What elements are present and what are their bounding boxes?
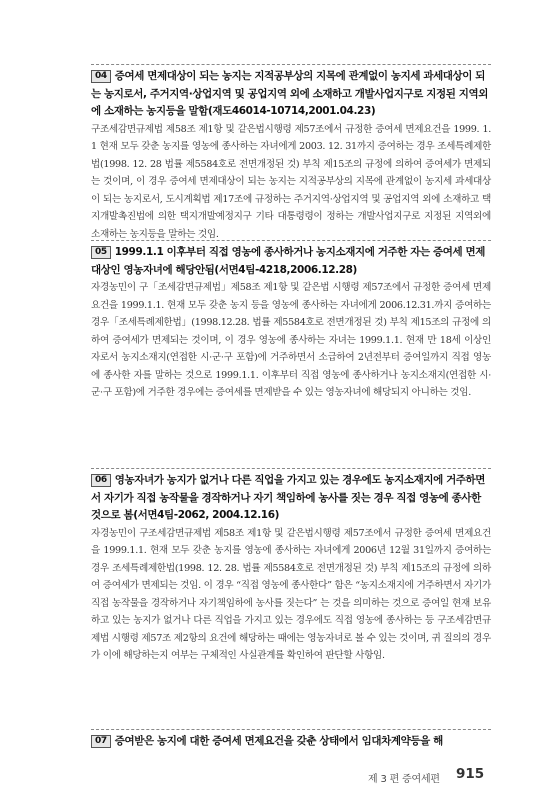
section-number-badge: 04 xyxy=(91,70,111,83)
section-heading-text: 1999.1.1 이후부터 직접 영농에 종사하거나 농지소재지에 거주한 자는 증여세 면제대상인 영농자녀에 해당안됨(서면4팀-4218,2006.12.28) xyxy=(91,246,485,276)
section-07 xyxy=(91,733,491,751)
section-divider xyxy=(91,729,491,730)
section-divider xyxy=(91,240,491,241)
section-divider xyxy=(91,64,491,65)
page-number: 915 xyxy=(456,766,485,782)
section-heading-text: 증여세 면제대상이 되는 농지는 지적공부상의 지목에 관계없이 농지세 과세대상이 되는 농지로서, 주거지역·상업지역 및 공업지역 외에 소재하고 개발사업지구로 지정된 지역외에 소재하는 농지등을 말함(재도46014-10714,2001.04.23) xyxy=(91,70,488,117)
section-heading xyxy=(91,244,491,279)
section-number-badge: 06 xyxy=(91,474,111,487)
section-06 xyxy=(91,472,491,665)
section-heading xyxy=(91,68,491,121)
section-heading-text: 증여받은 농지에 대한 증여세 면제요건을 갖춘 상태에서 임대차계약등을 해 xyxy=(114,735,443,747)
section-body: 자경농민이 구「조세감면규제법」제58조 제1항 및 같은법 시행령 제57조에서 규정한 증여세 면제요건을 1999.1.1. 현재 모두 갖춘 농지 등을 영농에 종사하는 자녀에게 2006.12.31.까지 증여하는 경우「조세특례제한법」(1998.12.28. 법률 제5584호로 전면개정된 것) 부칙 제15조의 규정에 의하여 증여세가 면제되는 것이며, 이 경우 영농에 종사하는 자녀는 1999.1.1. 현재 만 18세 이상인 자로서 농지소재지(연접한 시·군·구 포함)에 거주하면서 소급하여 2년전부터 증여일까지 직접 영농에 종사한 자를 말하는 것으로 1999.1.1. 이후부터 직접 영농에 종사하거나 농지소재지(연접한 시·군·구 포함)에 거주한 경우에는 증여세를 면제받을 수 있는 영농자녀에 해당되지 아니하는 것임. xyxy=(91,282,491,398)
section-body: 구조세감면규제법 제58조 제1항 및 같은법시행령 제57조에서 규정한 증여세 면제요건을 1999. 1. 1 현재 모두 갖춘 농지를 영농에 종사하는 자녀에게 2003. 12. 31까지 증여하는 경우 조세특례제한법(1998. 12. 28 법률 제5584호로 전면개정된 것) 부칙 제15조의 규정에 의하여 증여세가 면제되는 것이며, 이 경우 증여세 면제대상이 되는 농지는 지적공부상의 지목에 관계없이 농지세 과세대상이 되는 농지로서, 도시계획법 제17조에 규정하는 주거지역·상업지역 및 공업지역 외에 소재하고 택지개발촉진법에 의한 택지개발예정지구 기타 대통령령이 정하는 개발사업지구로 지정된 지역외에 소재하는 농지등을 말하는 것임. xyxy=(91,123,491,240)
section-04 xyxy=(91,68,491,243)
section-number-badge: 05 xyxy=(91,246,111,259)
section-heading xyxy=(91,733,491,751)
footer-chapter-label: 제 3 편 증여세편 xyxy=(368,774,440,785)
section-05 xyxy=(91,244,491,402)
section-body: 자경농민이 구조세감면규제법 제58조 제1항 및 같은법시행령 제57조에서 규정한 증여세 면제요건을 1999.1.1. 현재 모두 갖춘 농지를 영농에 종사하는 자녀에게 2006년 12월 31일까지 증여하는 경우 조세특례제한법(1998. 12. 28. 법률 제5584호로 전면개정된 것) 부칙 제15조의 규정에 의하여 증여세가 면제되는 것임. 이 경우 “직접 영농에 종사한다” 함은 “농지소재지에 거주하면서 자기가 직접 농작물을 경작하거나 자기책임하에 농사를 짓는다” 는 것을 의미하는 것으로 증여일 현재 보유하고 있는 농지가 없거나 다른 직업을 가지고 있는 경우에도 직접 영농에 종사하는 등 구조세감면규제법 시행령 제57조 제2항의 요건에 해당하는 때에는 영농자녀로 볼 수 있는 것이며, 귀 질의의 경우가 이에 해당하는지 여부는 구체적인 사실관계를 확인하여 판단할 사항임. xyxy=(91,527,491,661)
section-heading-text: 영농자녀가 농지가 없거나 다른 직업을 가지고 있는 경우에도 농지소재지에 거주하면서 자기가 직접 농작물을 경작하거나 자기 책임하에 농사를 짓는 경우 직접 영농에 종사한 것으로 봄(서면4팀-2062, 2004.12.16) xyxy=(91,474,486,521)
section-number-badge: 07 xyxy=(91,735,111,748)
section-heading xyxy=(91,472,491,525)
section-divider xyxy=(91,468,491,469)
